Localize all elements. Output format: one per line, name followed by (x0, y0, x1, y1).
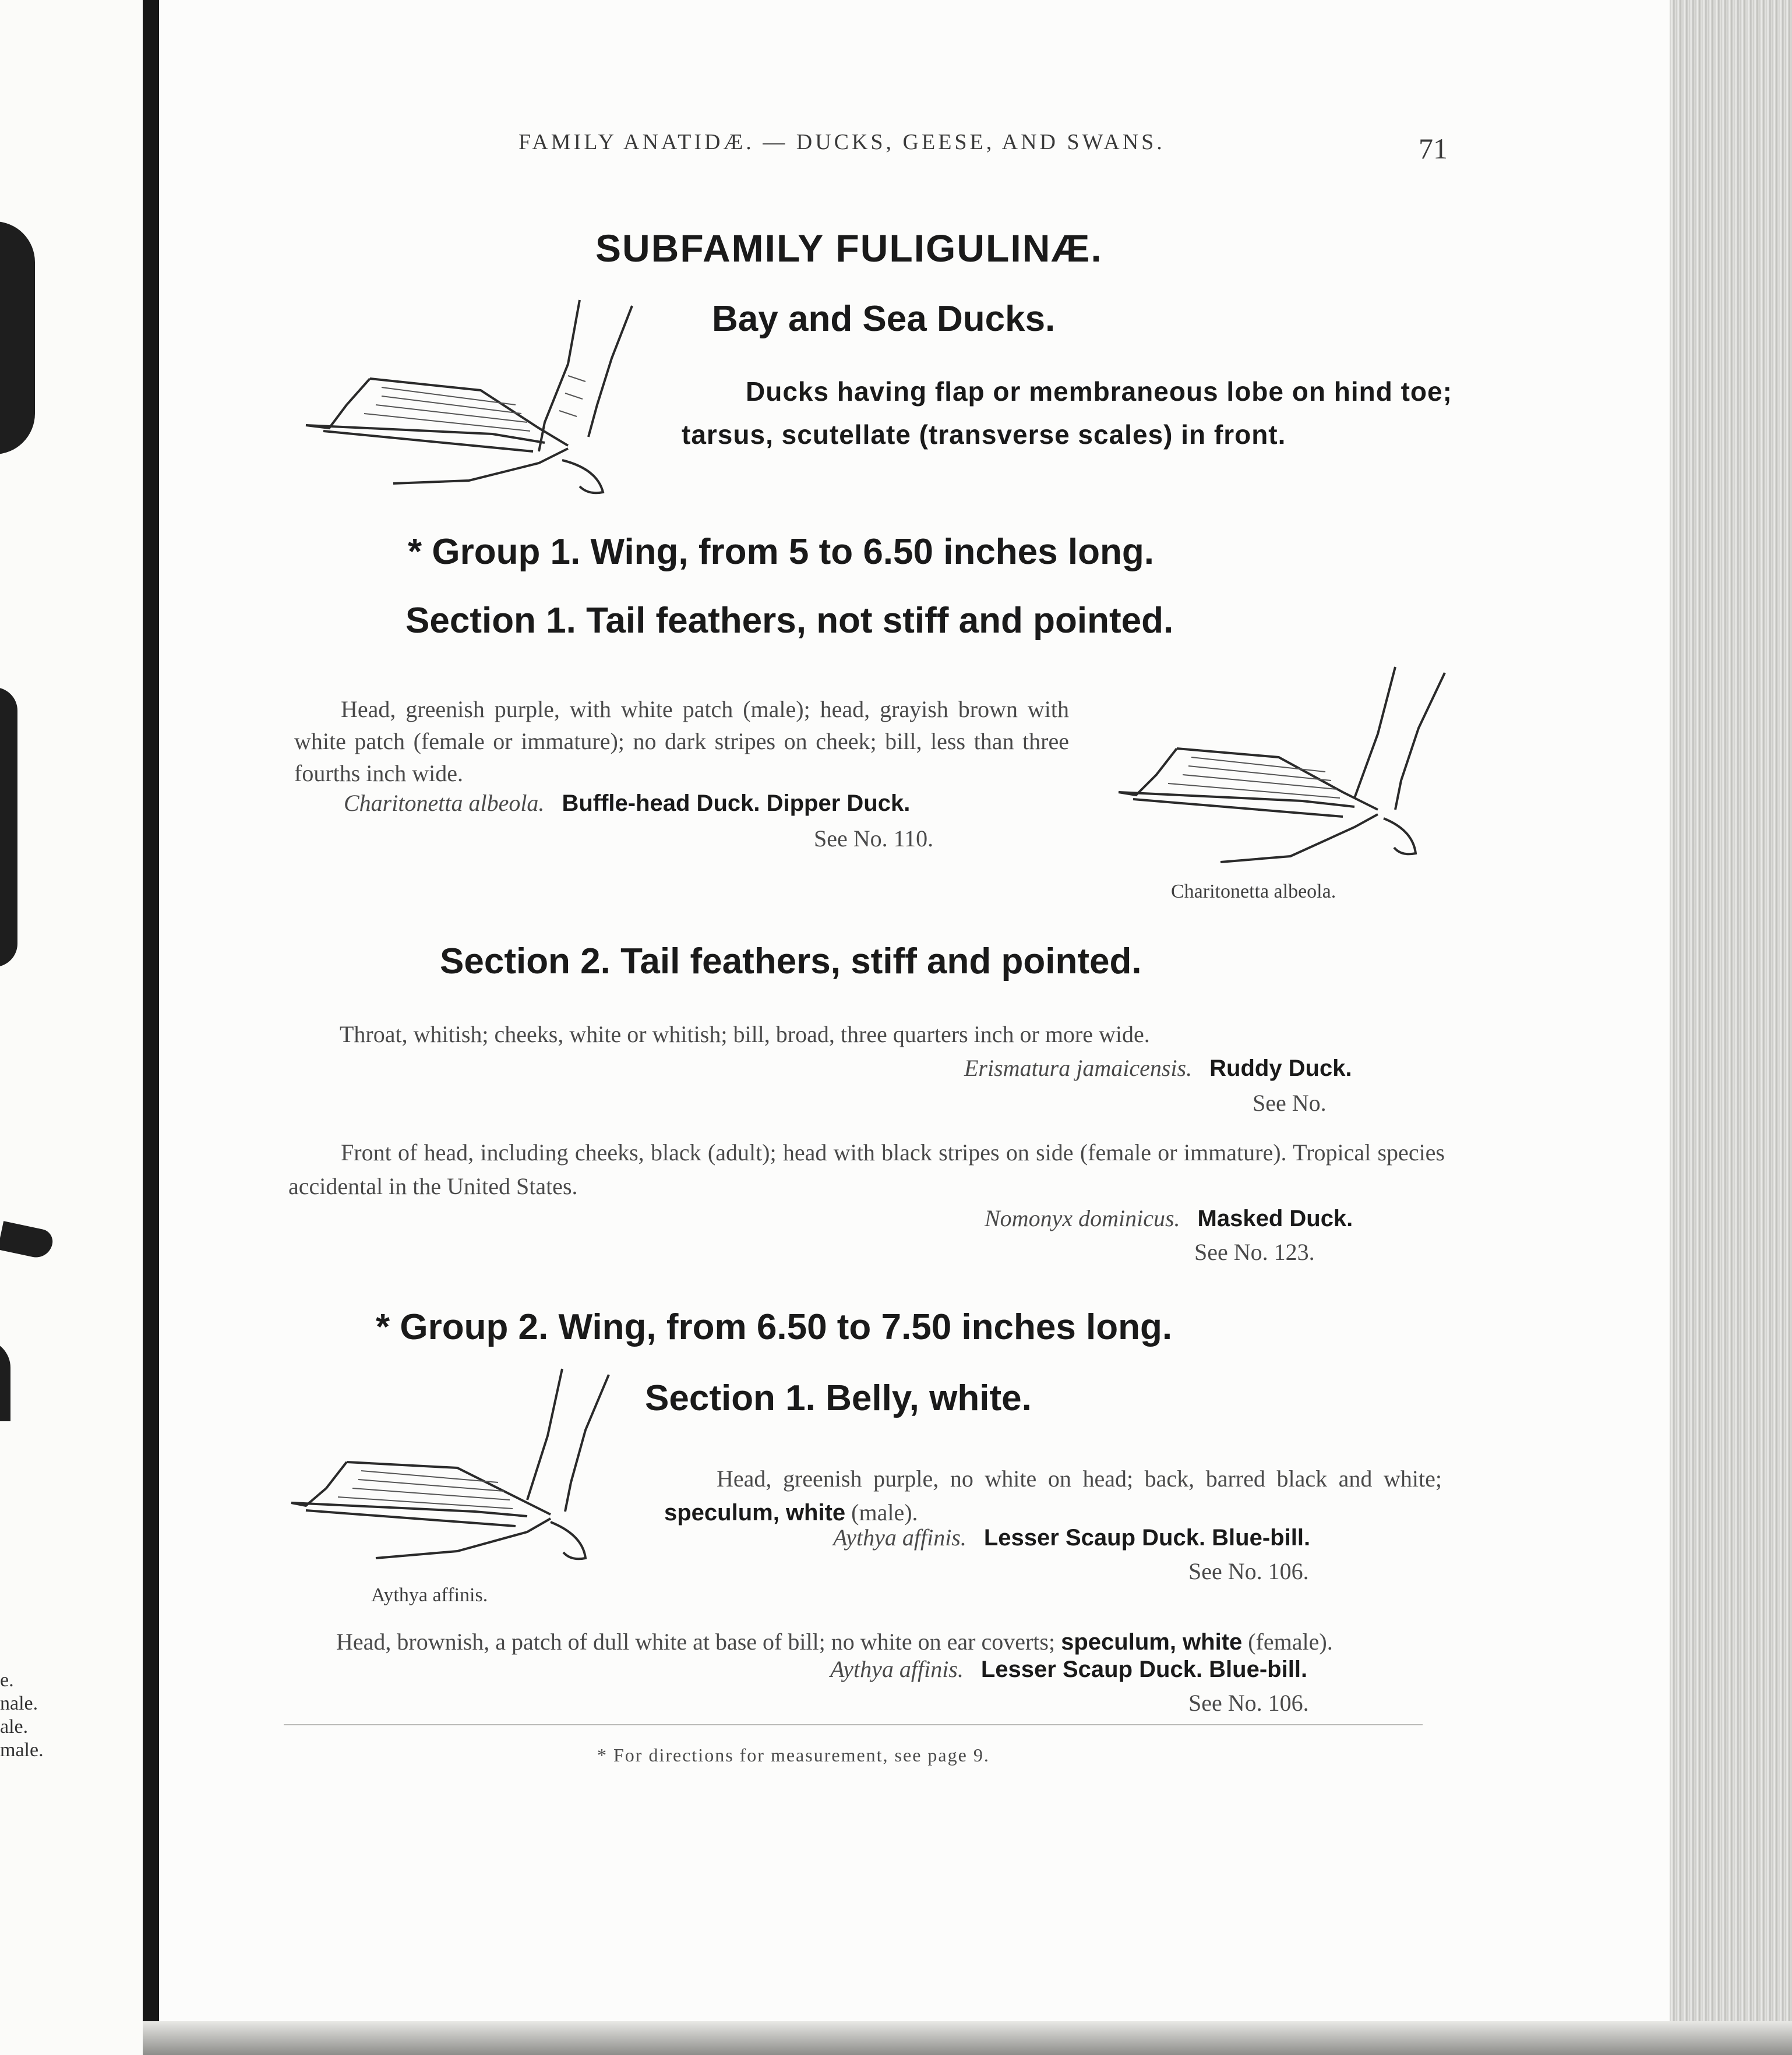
common-name: Lesser Scaup Duck. Blue-bill. (983, 1525, 1311, 1551)
common-name: Ruddy Duck. (1209, 1055, 1352, 1081)
foot-illustration-subfamily (294, 294, 655, 504)
species-reference: See No. 123. (1194, 1239, 1315, 1265)
adjacent-page-text: e. (0, 1669, 14, 1691)
buffle-head-description-text: Head, greenish purple, with white patch (male); head, grayish brown with white patch (female or immature); no dark stripes on cheek; bill, less than three fourths inch wide. (294, 696, 1069, 786)
footnote: * For directions for measurement, see page 9. (597, 1745, 990, 1766)
figure-caption: Aythya affinis. (371, 1584, 488, 1606)
page-number: 71 (1419, 132, 1448, 165)
scientific-name: Erismatura jamaicensis. (964, 1055, 1193, 1081)
scientific-name: Nomonyx dominicus. (985, 1205, 1180, 1231)
buffle-head-description (294, 693, 1069, 789)
subfamily-common-name: Bay and Sea Ducks. (712, 299, 1056, 339)
adjacent-bird-illustration (0, 1340, 10, 1421)
foot-illustration-charitonetta (1110, 664, 1454, 880)
group-1-heading: * Group 1. Wing, from 5 to 6.50 inches long. (408, 532, 1154, 572)
subfamily-description-text: Ducks having flap or membraneous lobe on hind toe; tarsus, scutellate (transverse scales) in front. (682, 376, 1452, 450)
masked-duck-description (288, 1136, 1445, 1203)
adjacent-page-text: nale. (0, 1693, 38, 1714)
description-text: Head, brownish, a patch of dull white at base of bill; no white on ear coverts; (336, 1629, 1056, 1655)
masked-duck-description-text: Front of head, including cheeks, black (adult); head with black stripes on side (female or immature). Tropical species accidental in the United States. (288, 1139, 1445, 1199)
page-edges (1670, 0, 1792, 2055)
running-head: FAMILY ANATIDÆ. — DUCKS, GEESE, AND SWANS. (518, 130, 1165, 154)
group-2-heading: * Group 2. Wing, from 6.50 to 7.50 inches long. (376, 1307, 1173, 1347)
description-emphasis: speculum, white (664, 1500, 846, 1526)
adjacent-page-text: ale. (0, 1716, 29, 1738)
description-text: (female). (1248, 1629, 1333, 1655)
scaup-female-description (284, 1625, 1443, 1659)
adjacent-page (0, 0, 143, 2055)
group-1-section-2-heading: Section 2. Tail feathers, stiff and pointed. (440, 941, 1142, 981)
buffle-head-names (344, 789, 910, 817)
adjacent-bird-illustration (0, 687, 17, 967)
species-reference: See No. 110. (814, 825, 934, 852)
scaup-male-names (833, 1524, 1310, 1551)
scientific-name: Aythya affinis. (833, 1524, 966, 1551)
adjacent-page-text: male. (0, 1739, 44, 1761)
scientific-name: Charitonetta albeola. (344, 790, 545, 816)
subfamily-title: SUBFAMILY FULIGULINÆ. (595, 227, 1103, 270)
figure-caption: Charitonetta albeola. (1171, 881, 1336, 902)
species-reference: See No. (1253, 1090, 1327, 1116)
scaup-male-description (664, 1462, 1442, 1530)
adjacent-bird-illustration (0, 221, 35, 454)
description-text: (male). (851, 1499, 918, 1526)
footnote-divider (284, 1724, 1423, 1725)
common-name: Masked Duck. (1197, 1206, 1353, 1231)
subfamily-description (682, 370, 1453, 456)
scaup-female-names (830, 1655, 1307, 1683)
description-emphasis: speculum, white (1061, 1629, 1243, 1655)
scientific-name: Aythya affinis. (830, 1656, 964, 1682)
masked-duck-names (985, 1205, 1353, 1232)
common-name: Lesser Scaup Duck. Blue-bill. (980, 1657, 1308, 1682)
species-reference: See No. 106. (1188, 1690, 1309, 1716)
description-text: Head, greenish purple, no white on head; back, barred black and white; (717, 1466, 1442, 1492)
species-reference: See No. 106. (1188, 1558, 1309, 1584)
page-bottom-shadow (143, 2021, 1792, 2055)
ruddy-duck-names (964, 1054, 1352, 1082)
common-name: Buffle-head Duck. Dipper Duck. (562, 790, 911, 816)
foot-illustration-aythya (283, 1366, 632, 1581)
group-1-section-1-heading: Section 1. Tail feathers, not stiff and pointed. (405, 601, 1174, 641)
group-2-section-1-heading: Section 1. Belly, white. (645, 1378, 1032, 1418)
adjacent-bird-illustration (0, 1221, 55, 1260)
book-spine (143, 0, 159, 2055)
ruddy-duck-description: Throat, whitish; cheeks, white or whitish; bill, broad, three quarters inch or more wide. (340, 1021, 1150, 1047)
